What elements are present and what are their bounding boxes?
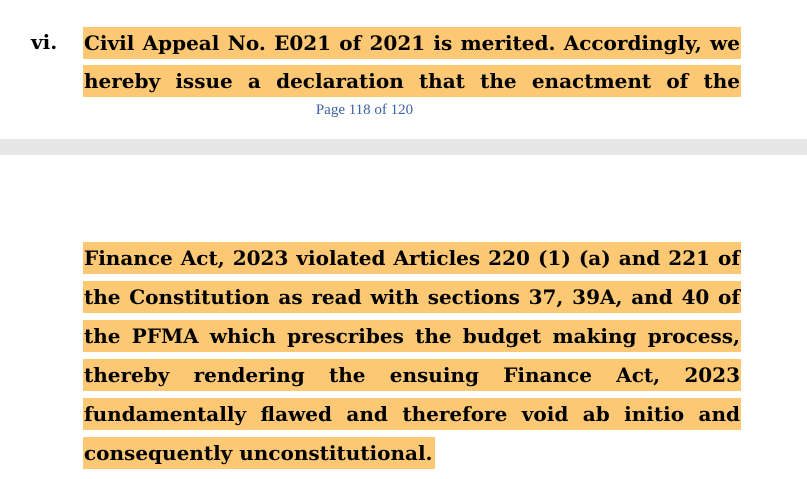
highlighted-text-line: Finance Act, 2023 violated Articles 220 (1) (a) and 221 of [83, 242, 741, 274]
page-separator [0, 139, 807, 155]
document-page-bottom [0, 155, 807, 479]
list-marker: vi. [31, 30, 58, 54]
highlighted-text-line: hereby issue a declaration that the enactment of the [83, 65, 741, 97]
highlighted-text-line: thereby rendering the ensuing Finance Act, 2023 [83, 359, 741, 391]
highlighted-text-line: fundamentally flawed and therefore void ab initio and [83, 398, 741, 430]
highlighted-text-line: the Constitution as read with sections 37, 39A, and 40 of [83, 281, 741, 313]
highlighted-text-line: the PFMA which prescribes the budget making process, [83, 320, 741, 352]
page-number-footer: Page 118 of 120 [315, 102, 414, 118]
highlighted-text-line: Civil Appeal No. E021 of 2021 is merited. Accordingly, we [83, 27, 741, 59]
highlighted-text-line: consequently unconstitutional. [83, 437, 435, 469]
